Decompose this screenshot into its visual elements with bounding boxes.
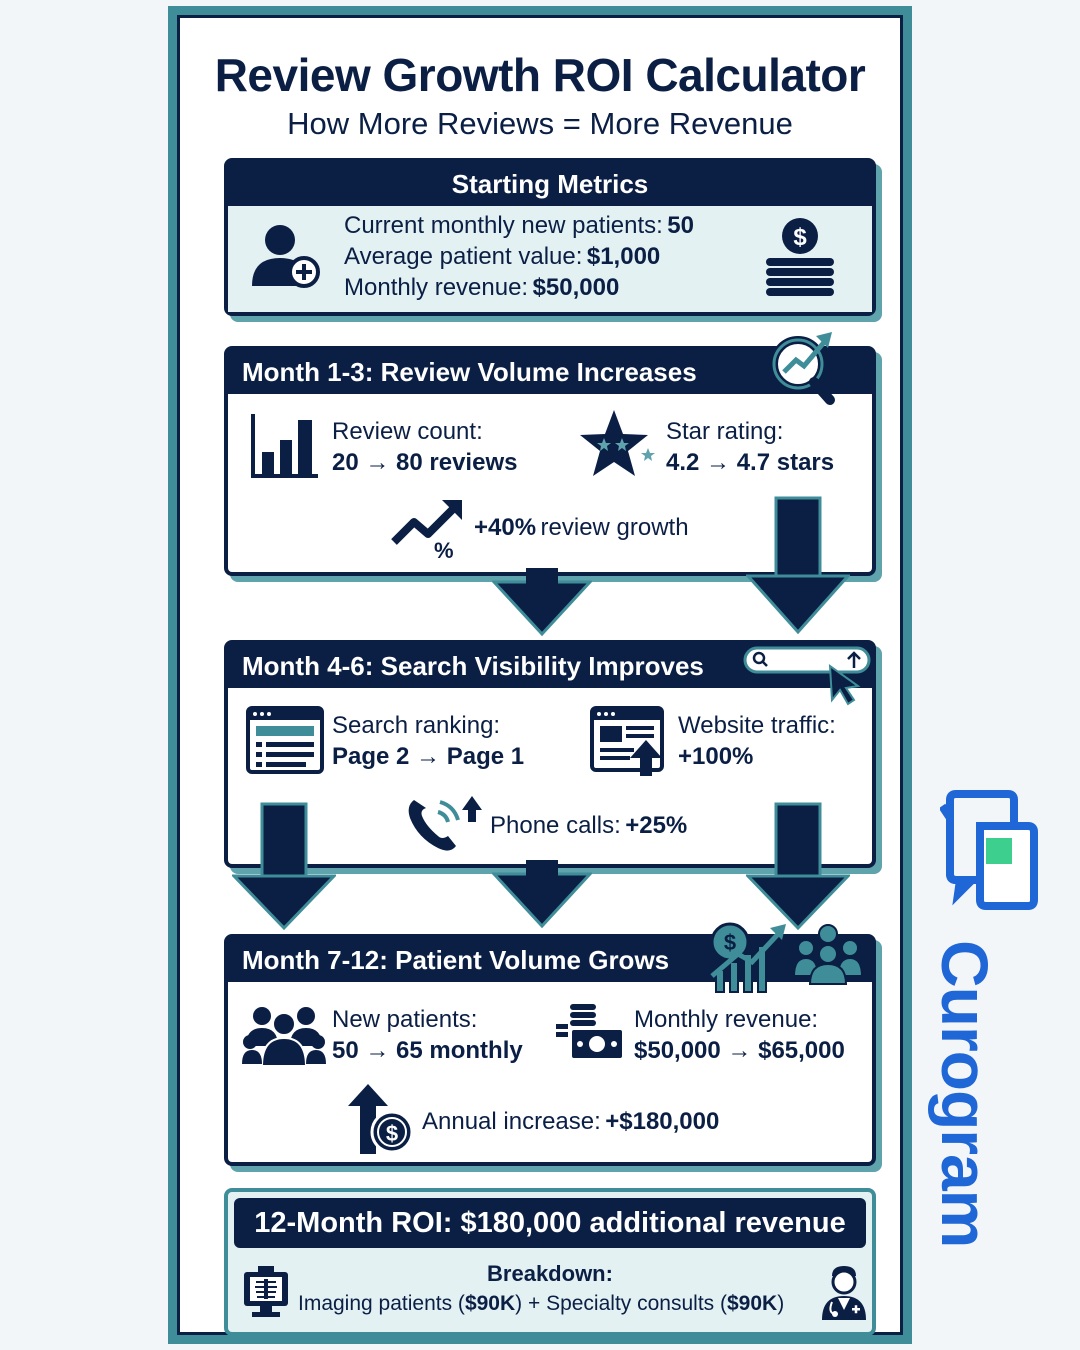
infographic-frame xyxy=(168,6,912,1344)
xray-monitor-icon xyxy=(242,1264,290,1320)
search-results-icon xyxy=(246,706,324,774)
coin-stack-icon xyxy=(762,216,838,296)
starting-row-3: Monthly revenue: $50,000 xyxy=(344,274,620,301)
review-count-label: Review count: xyxy=(332,418,483,445)
phase1-title: Month 1-3: Review Volume Increases xyxy=(228,350,872,394)
flow-arrow-down xyxy=(492,860,592,930)
starting-metrics-card xyxy=(224,158,876,316)
trend-up-percent-icon xyxy=(390,498,466,558)
review-growth-line: +40% review growth xyxy=(474,514,689,541)
roi-card xyxy=(224,1188,876,1336)
add-user-icon xyxy=(250,222,326,292)
page-subtitle: How More Reviews = More Revenue xyxy=(287,106,793,141)
dollar-up-icon xyxy=(346,1084,416,1158)
star-rating-icon xyxy=(580,408,658,482)
starting-row-1: Current monthly new patients: 50 xyxy=(344,212,694,239)
bar-chart-icon xyxy=(250,412,320,480)
new-patients-label: New patients: xyxy=(332,1006,478,1033)
svg-text:%: % xyxy=(434,538,454,558)
people-group-icon xyxy=(792,924,864,986)
review-count-value: 20 → 80 reviews xyxy=(332,449,518,476)
monthly-revenue-value: $50,000 → $65,000 xyxy=(634,1037,845,1064)
website-traffic-icon xyxy=(590,706,666,778)
magnifier-trend-icon xyxy=(766,326,842,406)
monthly-revenue-label: Monthly revenue: xyxy=(634,1006,819,1033)
curogram-logo-icon xyxy=(940,788,1040,914)
phone-call-icon xyxy=(404,792,484,856)
revenue-growth-icon xyxy=(708,920,788,994)
phone-calls-line: Phone calls: +25% xyxy=(490,812,688,839)
star-rating-value: 4.2 → 4.7 stars xyxy=(666,449,835,476)
flow-arrow-down xyxy=(232,802,336,932)
star-rating-label: Star rating: xyxy=(666,418,784,445)
cash-stack-icon xyxy=(554,1004,626,1064)
infographic-panel xyxy=(177,15,903,1335)
roi-title: 12-Month ROI: $180,000 additional revenue xyxy=(234,1198,866,1248)
website-traffic-label: Website traffic: xyxy=(678,712,836,739)
search-ranking-value: Page 2 → Page 1 xyxy=(332,743,525,770)
starting-row-2: Average patient value: $1,000 xyxy=(344,243,661,270)
svg-text:$: $ xyxy=(385,1121,399,1146)
starting-metrics-title: Starting Metrics xyxy=(228,162,872,206)
new-patients-value: 50 → 65 monthly xyxy=(332,1037,523,1064)
breakdown-title: Breakdown: xyxy=(487,1261,613,1286)
phase2-title: Month 4-6: Search Visibility Improves xyxy=(228,644,872,688)
page-title: Review Growth ROI Calculator xyxy=(214,49,866,101)
flow-arrow-down xyxy=(746,802,850,932)
curogram-wordmark: Curogram xyxy=(928,940,1002,1248)
flow-arrow-down xyxy=(492,568,592,638)
search-bar-cursor-icon xyxy=(742,644,872,710)
phase3-title: Month 7-12: Patient Volume Grows xyxy=(228,938,872,982)
website-traffic-value: +100% xyxy=(678,743,754,770)
breakdown-line: Imaging patients ($90K) + Specialty consults ($90K) xyxy=(298,1292,785,1315)
search-ranking-label: Search ranking: xyxy=(332,712,501,739)
patient-group-icon xyxy=(242,1002,326,1068)
doctor-icon xyxy=(820,1264,868,1322)
svg-text:$: $ xyxy=(723,930,737,955)
annual-increase-line: Annual increase: +$180,000 xyxy=(422,1108,720,1135)
flow-arrow-down xyxy=(746,496,850,636)
svg-text:$: $ xyxy=(793,224,807,251)
